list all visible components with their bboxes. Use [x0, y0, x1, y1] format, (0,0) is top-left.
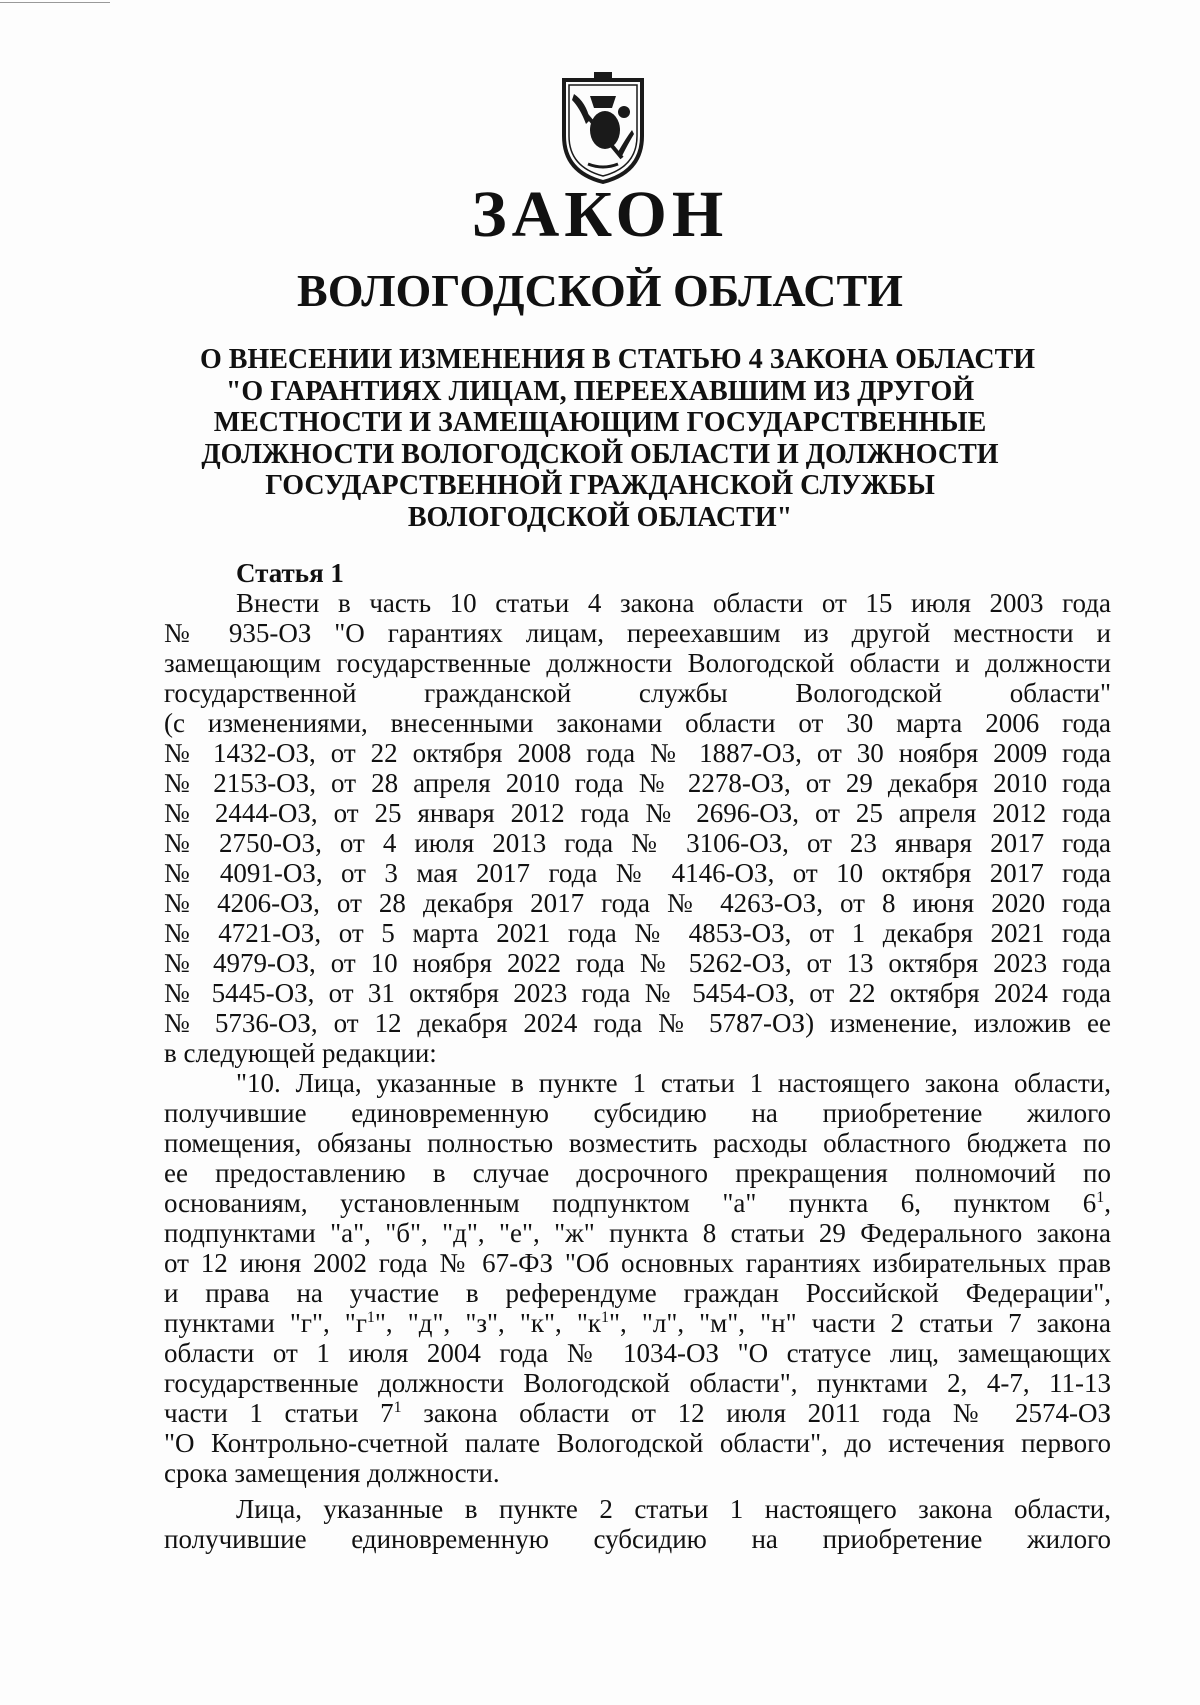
- superscript: 1: [393, 1399, 402, 1416]
- subtitle-line: ГОСУДАРСТВЕННОЙ ГРАЖДАНСКОЙ СЛУЖБЫ: [265, 470, 935, 501]
- subtitle-line: "О ГАРАНТИЯХ ЛИЦАМ, ПЕРЕЕХАВШИМ ИЗ ДРУГОЙ: [225, 375, 975, 407]
- text-line: Лица, указанные в пункте 2 статьи 1 настоящего закона области,: [236, 1494, 1111, 1524]
- text-line: Внести в часть 10 статьи 4 закона области от 15 июля 2003 года: [236, 588, 1111, 618]
- text-line: подпунктами "а", "б", "д", "е", "ж" пункта 8 статьи 29 Федерального закона: [164, 1218, 1111, 1248]
- text-line: № 935-ОЗ "О гарантиях лицам, переехавшим из другой местности и: [164, 618, 1111, 648]
- text-segment: части 1 статьи 7: [164, 1398, 394, 1428]
- text-line: помещения, обязаны полностью возместить расходы областного бюджета по: [164, 1128, 1111, 1158]
- text-line: № 2153-ОЗ, от 28 апреля 2010 года № 2278-ОЗ, от 29 декабря 2010 года: [164, 768, 1111, 798]
- text-line: № 4721-ОЗ, от 5 марта 2021 года № 4853-ОЗ, от 1 декабря 2021 года: [164, 918, 1111, 948]
- text-segment: основаниям, установленным подпунктом "а" пункта 6, пунктом 6: [164, 1188, 1097, 1218]
- text-line: № 4979-ОЗ, от 10 ноября 2022 года № 5262-ОЗ, от 13 октября 2023 года: [164, 948, 1111, 978]
- text-line: области от 1 июля 2004 года № 1034-ОЗ "О статусе лиц, замещающих: [164, 1338, 1111, 1368]
- text-line: и права на участие в референдуме граждан Российской Федерации",: [164, 1278, 1111, 1308]
- subtitle-line: ВОЛОГОДСКОЙ ОБЛАСТИ": [407, 501, 793, 533]
- region-title: ВОЛОГОДСКОЙ ОБЛАСТИ: [297, 265, 903, 316]
- text-segment: ,: [1104, 1188, 1111, 1218]
- text-line: (с изменениями, внесенными законами области от 30 марта 2006 года: [164, 708, 1111, 738]
- text-line: № 1432-ОЗ, от 22 октября 2008 года № 1887-ОЗ, от 30 ноября 2009 года: [164, 738, 1111, 768]
- superscript: 1: [366, 1309, 375, 1326]
- superscript: 1: [1096, 1189, 1105, 1206]
- text-line: "10. Лица, указанные в пункте 1 статьи 1 настоящего закона области,: [236, 1068, 1111, 1098]
- text-line: № 5736-ОЗ, от 12 декабря 2024 года № 5787-ОЗ) изменение, изложив ее: [164, 1008, 1111, 1038]
- text-line: в следующей редакции:: [164, 1038, 437, 1068]
- text-line: государственной гражданской службы Вологодской области": [164, 678, 1111, 708]
- text-line: от 12 июня 2002 года № 67-ФЗ "Об основных гарантиях избирательных прав: [164, 1248, 1111, 1278]
- text-line: [164, 1398, 1111, 1428]
- law-subtitle: [200, 344, 1036, 533]
- text-line: № 5445-ОЗ, от 31 октября 2023 года № 5454-ОЗ, от 22 октября 2024 года: [164, 978, 1111, 1008]
- text-segment: пунктами "г", "г: [164, 1308, 367, 1338]
- text-segment: закона области от 12 июля 2011 года № 2574-ОЗ: [401, 1398, 1111, 1428]
- subtitle-line: О ВНЕСЕНИИ ИЗМЕНЕНИЯ В СТАТЬЮ 4 ЗАКОНА ОБЛАСТИ: [200, 344, 1036, 375]
- text-line: ее предоставлению в случае досрочного прекращения полномочий по: [164, 1158, 1111, 1188]
- text-line: срока замещения должности.: [164, 1458, 500, 1488]
- text-line: получившие единовременную субсидию на приобретение жилого: [164, 1524, 1111, 1554]
- superscript: 1: [600, 1309, 609, 1326]
- text-line: "О Контрольно-счетной палате Вологодской области", до истечения первого: [164, 1428, 1111, 1458]
- text-line: [164, 1188, 1111, 1218]
- subtitle-line: ДОЛЖНОСТИ ВОЛОГОДСКОЙ ОБЛАСТИ И ДОЛЖНОСТИ: [201, 438, 999, 470]
- scan-artifact-line: [0, 2, 110, 3]
- coat-of-arms-icon: [560, 72, 646, 184]
- text-segment: ", "д", "з", "к", "к: [374, 1308, 601, 1338]
- text-line: № 2750-ОЗ, от 4 июля 2013 года № 3106-ОЗ, от 23 января 2017 года: [164, 828, 1111, 858]
- article-heading: Статья 1: [236, 558, 344, 588]
- subtitle-line: МЕСТНОСТИ И ЗАМЕЩАЮЩИМ ГОСУДАРСТВЕННЫЕ: [213, 407, 987, 438]
- text-line: [164, 1308, 1111, 1338]
- text-line: получившие единовременную субсидию на приобретение жилого: [164, 1098, 1111, 1128]
- text-line: № 4091-ОЗ, от 3 мая 2017 года № 4146-ОЗ, от 10 октября 2017 года: [164, 858, 1111, 888]
- text-segment: ", "л", "м", "н" части 2 статьи 7 закона: [608, 1308, 1111, 1338]
- document-title: ЗАКОН: [471, 178, 729, 251]
- text-line: замещающим государственные должности Вологодской области и должности: [164, 648, 1111, 678]
- text-line: № 4206-ОЗ, от 28 декабря 2017 года № 4263-ОЗ, от 8 июня 2020 года: [164, 888, 1111, 918]
- text-line: государственные должности Вологодской области", пунктами 2, 4-7, 11-13: [164, 1368, 1111, 1398]
- document-body: [164, 558, 1111, 1554]
- text-line: № 2444-ОЗ, от 25 января 2012 года № 2696-ОЗ, от 25 апреля 2012 года: [164, 798, 1111, 828]
